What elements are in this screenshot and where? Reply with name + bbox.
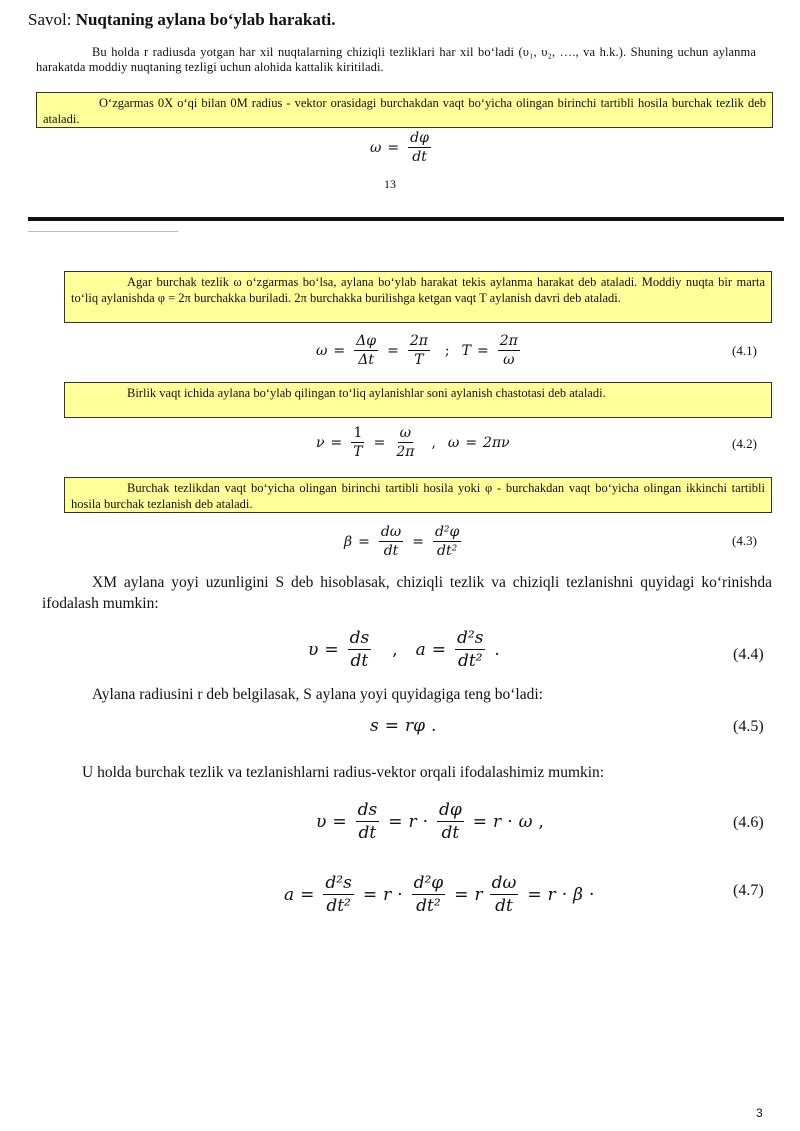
equation-number-4-7: (4.7) — [733, 882, 764, 899]
page-number: 3 — [756, 1106, 763, 1120]
equation-number-4-2: (4.2) — [732, 436, 757, 451]
scan-page-number: 13 — [384, 177, 396, 191]
paragraph-radius: Aylana radiusini r deb belgilasak, S aylana yoyi quyidagiga teng bo‘ladi: — [92, 686, 543, 703]
equation-number-4-5: (4.5) — [733, 718, 764, 735]
formula-omega-lhs: ω — [370, 139, 382, 156]
definition-uniform-rotation: Agar burchak tezlik ω o‘zgarmas bo‘lsa, aylana bo‘ylab harakat tekis aylanma harakat deb ataladi. Moddiy nuqta bir marta to‘liq aylanishda φ = 2π burchakka buriladi. 2π burchakka burilishga ketgan vaqt T aylanish davri deb ataladi. — [64, 271, 772, 323]
title-text: Nuqtaning aylana bo‘ylab harakati. — [75, 10, 336, 29]
paragraph-linear-velocity: XM aylana yoyi uzunligini S deb hisoblasak, chiziqli tezlik va chiziqli tezlanishni quyidagi ko‘rinishda ifodalash mumkin: — [42, 574, 772, 612]
formula-omega: ω = $\frac{d\varphi}{dt}$ — [370, 130, 429, 165]
page-title — [28, 10, 336, 30]
formula-omega-den: dt — [412, 149, 427, 165]
formula-omega-fraction — [408, 130, 431, 165]
formula-4-7: a = $\frac{\text{d²s}}{\text{dt²}}$ = r · $\frac{\text{d²φ}}{\text{dt²}}$ = r $\frac{d\omega}{dt}$ = r · β · — [284, 873, 595, 916]
definition-frequency: Birlik vaqt ichida aylana bo‘ylab qilingan to‘liq aylanishlar soni aylanish chastotasi deb ataladi. — [64, 382, 772, 418]
formula-4-4: υ = $\frac{ds}{dt}$ , a = $\frac{\text{d²s}}{\text{dt²}}$ . — [308, 628, 500, 671]
equation-number-4-1: (4.1) — [732, 343, 757, 358]
intro-paragraph: Bu holda r radiusda yotgan har xil nuqtalarning chiziqli tezliklari har xil bo‘ladi (υ₁, υ₂, …., va h.k.). Shuning uchun aylanma harakatda moddiy nuqtaning tezligi uchun alohida kattalik kiritiladi. — [36, 45, 756, 74]
formula-4-2: ν = $\frac{1}{T}$ = $\frac{\omega}{2\pi}$ , ω = 2πν — [316, 425, 510, 460]
equation-number-4-4: (4.4) — [733, 646, 764, 663]
page-separator — [28, 217, 784, 221]
formula-4-3: β = $\frac{d\omega}{dt}$ = $\frac{\text{d²φ}}{\text{dt²}}$ — [344, 524, 460, 559]
equation-number-4-3: (4.3) — [732, 533, 757, 548]
formula-4-1: ω = $\frac{\Delta\varphi}{\Delta t}$ = $\frac{2\pi}{T}$ ; T = $\frac{2\pi}{\omega}$ — [316, 333, 518, 368]
formula-4-5: s = rφ . — [370, 716, 437, 736]
paragraph-through-radius: U holda burchak tezlik va tezlanishlarni radius-vektor orqali ifodalashimiz mumkin: — [82, 764, 605, 781]
title-prefix: Savol: — [28, 10, 72, 29]
separator-line — [28, 231, 178, 232]
equation-number-4-6: (4.6) — [733, 814, 764, 831]
definition-angular-velocity: O‘zgarmas 0X o‘qi bilan 0M radius - vektor orasidagi burchakdan vaqt bo‘yicha olingan birinchi tartibli hosila burchak tezlik deb ataladi. — [36, 92, 773, 128]
definition-angular-acceleration: Burchak tezlikdan vaqt bo‘yicha olingan birinchi tartibli hosila yoki φ - burchakdan vaqt bo‘yicha olingan ikkinchi tartibli hosila burchak tezlanish deb ataladi. — [64, 477, 772, 513]
formula-omega-num: dφ — [410, 130, 429, 146]
formula-4-6: υ = $\frac{ds}{dt}$ = r · $\frac{d\varphi}{dt}$ = r · ω , — [316, 800, 544, 843]
